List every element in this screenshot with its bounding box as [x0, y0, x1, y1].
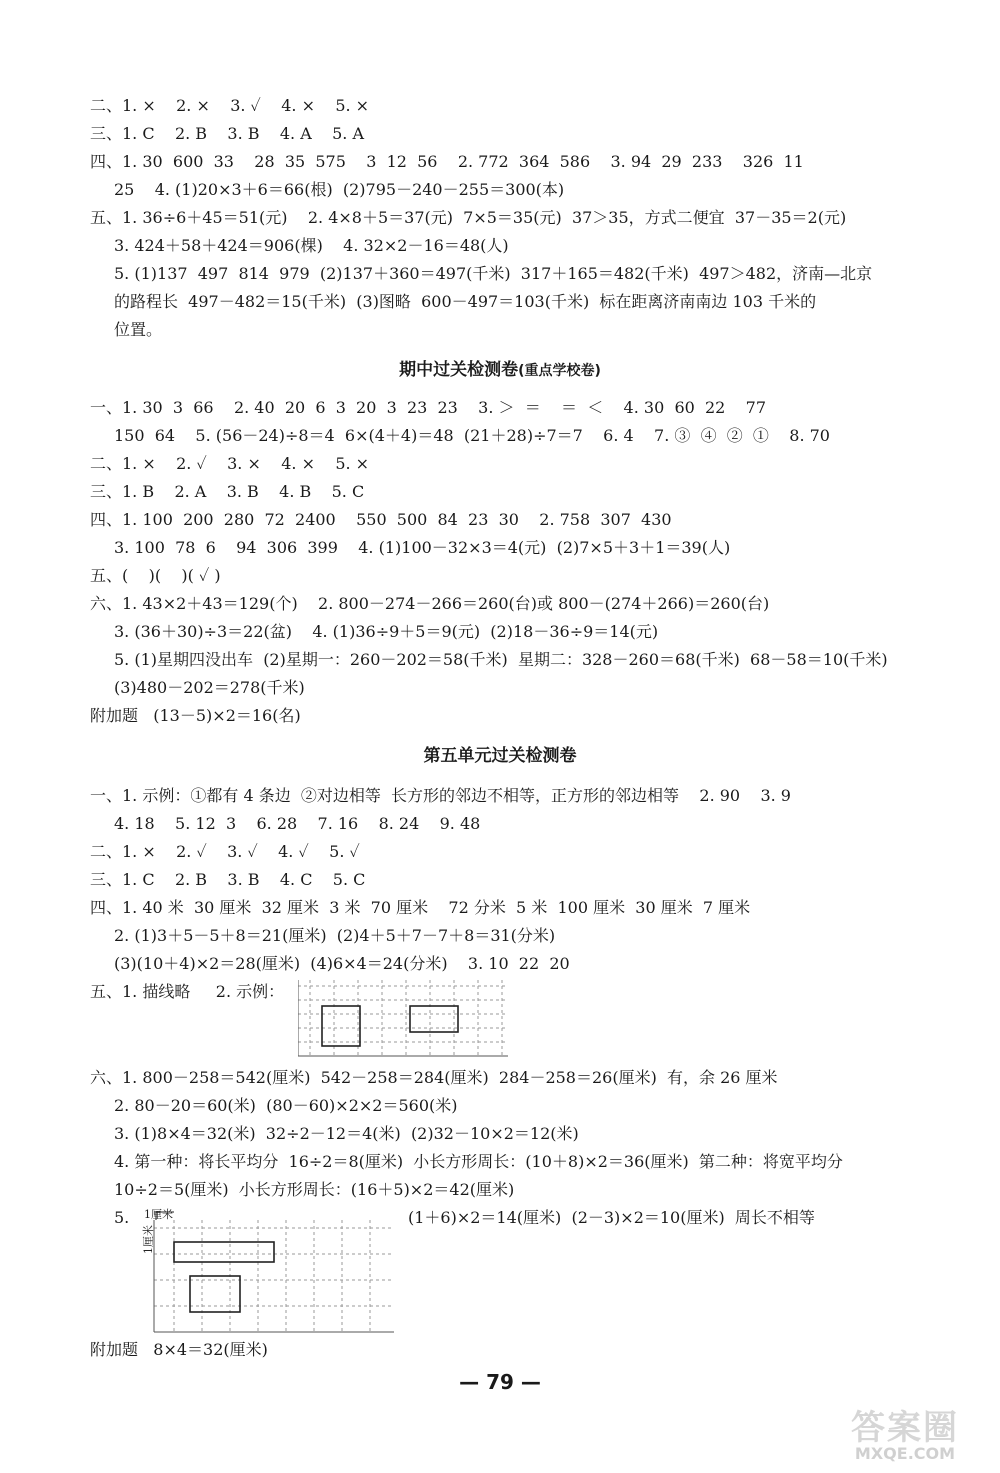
answer-line: 150 64 5. (56－24)÷8＝4 6×(4＋4)＝48 (21＋28)÷7＝7 6. 4 7. ③ ④ ② ① 8. 70: [114, 426, 830, 445]
watermark-text: 答案圈: [851, 1408, 959, 1448]
answer-line: 六、1. 43×2＋43＝129(个) 2. 800－274－266＝260(台)或 800－(274＋266)＝260(台): [90, 594, 770, 613]
answer-line: 附加题 (13－5)×2＝16(名): [90, 706, 301, 725]
answer-line: 5. (1)137 497 814 979 (2)137＋360＝497(千米) 317＋165＝482(千米) 497＞482，济南—北京: [114, 264, 873, 283]
answer-line: 四、1. 100 200 280 72 2400 550 500 84 23 30 2. 758 307 430: [90, 510, 672, 529]
section-heading-sub: (重点学校卷): [518, 363, 601, 379]
answer-line: 3. (36＋30)÷3＝22(盆) 4. (1)36÷9＋5＝9(元) (2)18－36÷9＝14(元): [114, 622, 659, 641]
grid-figure-perimeter: [134, 1206, 396, 1336]
watermark-logo: [820, 1400, 990, 1466]
square-shape: [322, 1006, 360, 1046]
answer-line: 2. 80－20＝60(米) (80－60)×2×2＝560(米): [114, 1096, 458, 1115]
grid-figure-example: [298, 980, 510, 1058]
answer-line: 三、1. B 2. A 3. B 4. B 5. C: [90, 482, 365, 501]
answer-line: 的路程长 497－482＝15(千米) (3)图略 600－497＝103(千米) 标在距离济南南边 103 千米的: [114, 292, 817, 311]
answer-line: 一、1. 30 3 66 2. 40 20 6 3 20 3 23 23 3. ＞ ＝ ＝ ＜ 4. 30 60 22 77: [90, 398, 767, 417]
answer-line: (3)(10＋4)×2＝28(厘米) (4)6×4＝24(分米) 3. 10 22 20: [114, 954, 570, 973]
answer-line: 二、1. × 2. × 3. ✓ 4. × 5. ×: [90, 96, 370, 115]
answer-line: (3)480－202＝278(千米): [114, 678, 305, 697]
unit-label-top: 1厘米: [144, 1208, 173, 1221]
unit-label-side: 1厘米: [142, 1225, 155, 1254]
long-rectangle-shape: [174, 1242, 274, 1262]
answer-line: 四、1. 30 600 33 28 35 575 3 12 56 2. 772 364 586 3. 94 29 233 326 11: [90, 152, 804, 171]
answer-line: 5.: [114, 1208, 130, 1227]
answer-line: 3. 100 78 6 94 306 399 4. (1)100－32×3＝4(元) (2)7×5＋3＋1＝39(人): [114, 538, 731, 557]
section-heading-midterm: [0, 356, 1000, 385]
answer-line: 3. (1)8×4＝32(米) 32÷2－12＝4(米) (2)32－10×2＝12(米): [114, 1124, 579, 1143]
answer-line: 4. 第一种：将长平均分 16÷2＝8(厘米) 小长方形周长：(10＋8)×2＝36(厘米) 第二种：将宽平均分: [114, 1152, 843, 1171]
answer-line: (1＋6)×2＝14(厘米) (2－3)×2＝10(厘米) 周长不相等: [408, 1208, 815, 1227]
page-number: — 79 —: [459, 1370, 541, 1394]
answer-line: 二、1. × 2. ✓ 3. × 4. × 5. ×: [90, 454, 370, 473]
section-heading-main: 期中过关检测卷: [399, 360, 519, 380]
answer-line: 五、( )( )( ✓ ): [90, 566, 221, 585]
answer-line: 位置。: [114, 320, 163, 339]
answer-line: 五、1. 描线略 2. 示例：: [90, 982, 285, 1001]
answer-line: 一、1. 示例：①都有 4 条边 ②对边相等 长方形的邻边不相等，正方形的邻边相等 2. 90 3. 9: [90, 786, 791, 805]
watermark-url: MXQE.COM: [854, 1444, 956, 1463]
answer-line: 4. 18 5. 12 3 6. 28 7. 16 8. 24 9. 48: [114, 814, 481, 833]
answer-line: 25 4. (1)20×3＋6＝66(根) (2)795－240－255＝300(本): [114, 180, 565, 199]
answer-line: 5. (1)星期四没出车 (2)星期一：260－202＝58(千米) 星期二：328－260＝68(千米) 68－58＝10(千米): [114, 650, 888, 669]
answer-line: 五、1. 36÷6＋45＝51(元) 2. 4×8＋5＝37(元) 7×5＝35(元) 37＞35，方式二便宜 37－35＝2(元): [90, 208, 847, 227]
answer-line: 3. 424＋58＋424＝906(棵) 4. 32×2－16＝48(人): [114, 236, 509, 255]
answer-line: 六、1. 800－258＝542(厘米) 542－258＝284(厘米) 284－258＝26(厘米) 有，余 26 厘米: [90, 1068, 778, 1087]
answer-line: 附加题 8×4＝32(厘米): [90, 1340, 268, 1359]
section-heading-unit5: 第五单元过关检测卷: [423, 746, 577, 766]
short-rectangle-shape: [190, 1276, 240, 1312]
answer-line: 四、1. 40 米 30 厘米 32 厘米 3 米 70 厘米 72 分米 5 米 100 厘米 30 厘米 7 厘米: [90, 898, 751, 917]
answer-line: 三、1. C 2. B 3. B 4. A 5. A: [90, 124, 365, 143]
answer-line: 2. (1)3＋5－5＋8＝21(厘米) (2)4＋5＋7－7＋8＝31(分米): [114, 926, 556, 945]
answer-line: 10÷2＝5(厘米) 小长方形周长：(16＋5)×2＝42(厘米): [114, 1180, 515, 1199]
answer-line: 三、1. C 2. B 3. B 4. C 5. C: [90, 870, 366, 889]
answer-line: 二、1. × 2. ✓ 3. ✓ 4. ✓ 5. ✓: [90, 842, 360, 861]
